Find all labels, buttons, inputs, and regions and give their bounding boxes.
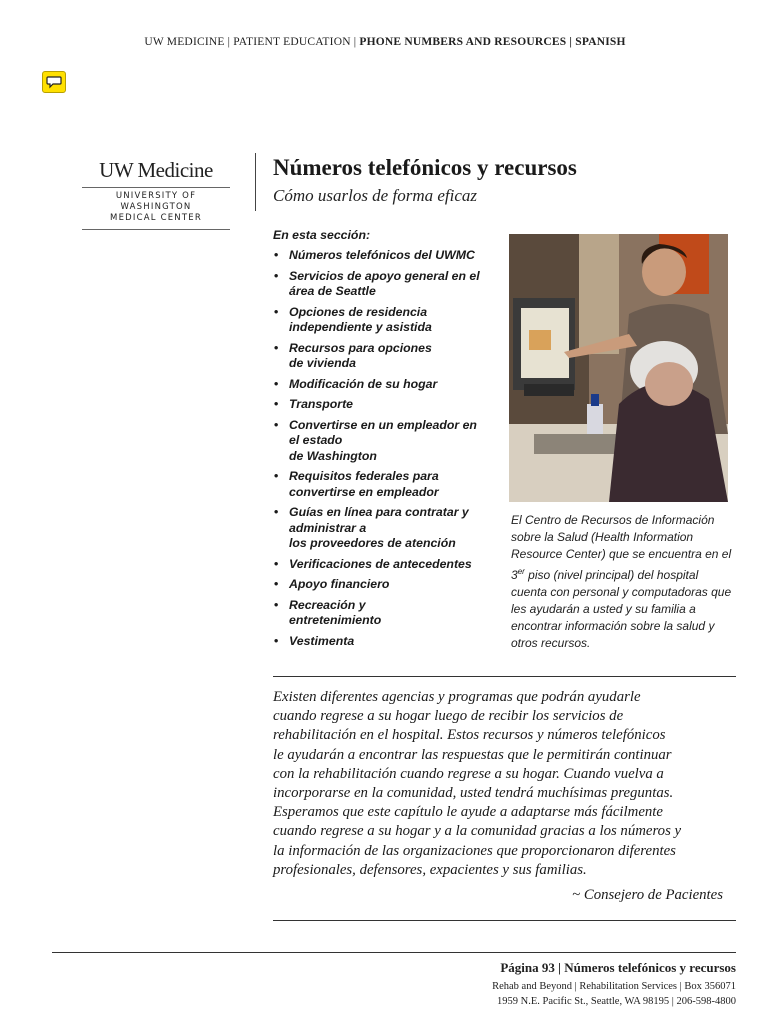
footer-department: Rehab and Beyond | Rehabilitation Services | Box 356071 <box>492 981 736 992</box>
section-contents <box>273 228 503 654</box>
section-list-item-text: independiente y asistida <box>289 320 432 334</box>
section-list-item <box>273 557 503 573</box>
page-subtitle: Cómo usarlos de forma eficaz <box>273 186 477 205</box>
bullet-icon: • <box>274 633 279 648</box>
section-list-item-text: Recursos para opciones <box>289 340 432 355</box>
footer-page-title: Página 93 | Números telefónicos y recursos <box>500 960 736 975</box>
quote-body <box>273 688 735 880</box>
quote-line: rehabilitación en el hospital. Estos recursos y números telefónicos <box>273 727 666 744</box>
quote-line: la información de las organizaciones que proporcionaron diferentes <box>273 842 676 859</box>
header-left: UW MEDICINE | PATIENT EDUCATION | <box>144 36 360 48</box>
section-list-item-text: Recreación y <box>289 597 366 612</box>
logo-line-1: UNIVERSITY OF WASHINGTON <box>115 191 197 212</box>
page-title: Números telefónicos y recursos <box>273 155 577 180</box>
quote-line: cuando regrese a su hogar luego de recibir los servicios de <box>273 708 624 725</box>
section-list-item <box>273 341 503 372</box>
section-list-item-text: los proveedores de atención <box>289 536 456 550</box>
caption-text-start: El Centro de Recursos de Información sobre la Salud (Health Information Resource Center) que se encuentra en el 3 <box>511 513 732 582</box>
footer-rule <box>52 952 736 953</box>
section-list-item-text: Convertirse en un empleador en <box>289 417 477 432</box>
header-bold: PHONE NUMBERS AND RESOURCES | SPANISH <box>359 36 626 48</box>
uw-medicine-logo <box>82 158 230 230</box>
quote-line: incorporarse en la comunidad, usted tendrá muchísimas preguntas. <box>273 785 674 802</box>
section-list-item <box>273 269 503 300</box>
quote-line: Esperamos que este capítulo le ayude a adaptarse más fácilmente <box>273 804 663 821</box>
quote-line: Existen diferentes agencias y programas que podrán ayudarle <box>273 689 641 705</box>
bullet-icon: • <box>274 268 279 283</box>
bullet-icon: • <box>274 304 279 319</box>
section-list-item-text: área de Seattle <box>289 284 376 298</box>
bullet-icon: • <box>274 597 279 612</box>
section-list-item-text: administrar a <box>289 520 367 535</box>
footer-address: 1959 N.E. Pacific St., Seattle, WA 98195 | 206-598-4800 <box>496 996 736 1007</box>
section-list-item-text: Servicios de apoyo general en el <box>289 268 480 283</box>
bullet-icon: • <box>274 248 279 262</box>
photo-caption <box>511 512 733 652</box>
logo-name: UW Medicine <box>99 158 213 182</box>
page-footer <box>492 960 736 1009</box>
resource-center-photo <box>509 234 728 502</box>
quote-top-rule <box>273 676 736 677</box>
section-heading: En esta sección: <box>273 228 371 242</box>
section-list-item <box>273 397 503 413</box>
quote-line: le ayudarán a encontrar las respuestas que le permitirán continuar <box>273 746 672 763</box>
comment-note-icon[interactable] <box>42 71 66 93</box>
section-list-item-text: Apoyo financiero <box>289 577 390 591</box>
section-list-item-text: Opciones de residencia <box>289 304 428 319</box>
caption-text-end: piso (nivel principal) del hospital cuenta con personal y computadoras que les ayudarán a usted y su familia a encontrar información sobre la salud y otros recursos. <box>511 568 732 650</box>
section-list-item-text: convertirse en empleador <box>289 484 439 499</box>
section-list-item <box>273 469 503 500</box>
bullet-icon: • <box>274 556 279 571</box>
bullet-icon: • <box>274 469 279 483</box>
section-list-item <box>273 505 503 552</box>
section-list-item-text: el estado <box>289 433 343 447</box>
logo-line-2: MEDICAL CENTER <box>110 213 202 223</box>
bullet-icon: • <box>274 397 279 411</box>
section-list-item-text: Requisitos federales para <box>289 469 439 483</box>
section-list-item-text: Modificación de su hogar <box>289 376 438 391</box>
section-list-item-text: Números telefónicos del UWMC <box>289 248 475 262</box>
section-list-item-text: entretenimiento <box>289 613 382 627</box>
quote-signature: ~ Consejero de Pacientes <box>572 887 723 904</box>
quote-bottom-rule <box>273 920 736 921</box>
section-list-item <box>273 305 503 336</box>
section-list-item <box>273 248 503 264</box>
section-list-item-text: de vivienda <box>289 356 356 370</box>
bullet-icon: • <box>274 376 279 391</box>
title-divider <box>255 153 256 211</box>
section-list-item <box>273 577 503 593</box>
caption-superscript: er <box>517 567 525 576</box>
quote-line: profesionales, defensores, expacientes y sus familias. <box>273 861 587 878</box>
section-list-item-text: de Washington <box>289 448 377 463</box>
bullet-icon: • <box>274 340 279 355</box>
section-list-item-text: Verificaciones de antecedentes <box>289 556 472 571</box>
section-list-item <box>273 598 503 629</box>
quote-line: cuando regrese a su hogar y a la comunidad gracias a los números y <box>273 823 682 840</box>
section-list-item-text: Guías en línea para contratar y <box>289 505 469 519</box>
bullet-icon: • <box>274 577 279 591</box>
patient-advisor-quote <box>273 688 735 905</box>
section-list-item-text: Transporte <box>289 397 354 411</box>
bullet-icon: • <box>274 417 279 432</box>
section-list <box>273 248 503 649</box>
page-header <box>0 36 770 48</box>
bullet-icon: • <box>274 505 279 519</box>
quote-line: con la rehabilitación cuando regrese a su hogar. Cuando vuelva a <box>273 765 664 782</box>
section-list-item <box>273 634 503 650</box>
section-list-item-text: Vestimenta <box>289 633 355 648</box>
section-list-item <box>273 418 503 465</box>
section-list-item <box>273 377 503 393</box>
